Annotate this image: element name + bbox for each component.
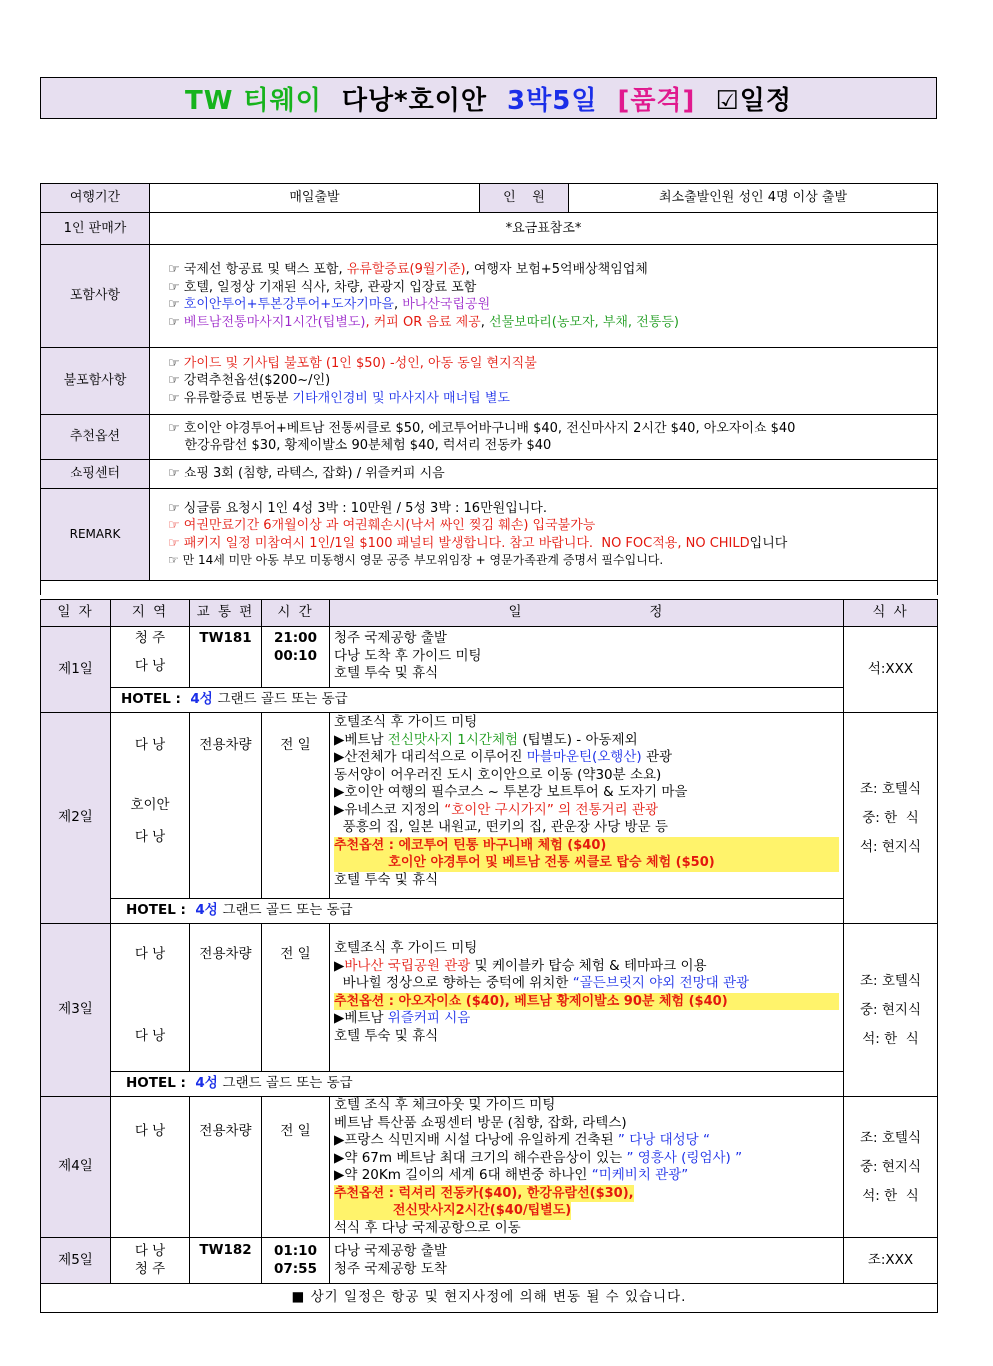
- people-value: 최소출발인원 성인 4명 이상 출발: [569, 184, 938, 213]
- price-label: 1인 판매가: [41, 213, 150, 245]
- incl-list: ☞ 국제선 항공료 및 택스 포함, 유류할증료(9월기준), 여행자 보험+5억배상책임업체 ☞ 호텔, 일정상 기재된 식사, 차량, 관광지 입장료 포함 ☞ 호이안투어+투본강투어+도자기마을, 바나산국립공원 ☞ 베트남전통마사지1시간(팁별도), 커피 OR 음료 제공, 선물보따리(농모자, 부채, 전통등): [150, 245, 938, 348]
- day2-row: 제2일 다 낭 호이안 다 낭 전용차량 전 일 호텔조식 후 가이드 미팅 ▶베트남 전신맛사지 1시간체험 (팁별도) - 아동제외 ▶산전체가 대리석으로 이루어진 마블마운틴(오행산) 관광 동서양이 어우러진 도시 호이안으로 이동 (약30분 소요) ▶호이안 여행의 필수코스 ~ 투본강 보트투어 & 도자기 마을 ▶유네스코 지정의 “호이안 구시가지” 의 전통거리 관광 풍흥의 집, 일본 내원교, 떤키의 집, 관운장 사당 방문 등 추천옵션 : 에코투어 틴통 바구니배 체험 ($40) 호이안 야경투어 및 베트남 전통 씨클로 탑승 체험 ($50) 호텔 투숙 및 휴식 조: 호텔식 중: 한 식 석: 현지식: [41, 713, 938, 899]
- day4-row: 제4일 다 낭 전용차량 전 일 호텔 조식 후 체크아웃 및 가이드 미팅 베트남 특산품 쇼핑센터 방문 (침향, 잡화, 라텍스) ▶프랑스 식민지배 시설 다낭에 유일하게 건축된 ” 다낭 대성당 “ ▶약 67m 베트남 최대 크기의 해수관음상이 있는 ” 영흥사 (링엄사) ” ▶약 20Km 길이의 세계 6대 해변중 하나인 “미케비치 관광” 추천옵션 : 럭셔리 전동카($40), 한강유람선($30), 전신맛사지2시간($40/팁별도) 석식 후 다낭 국제공항으로 이동 조: 호텔식 중: 현지식 석: 한 식: [41, 1097, 938, 1238]
- day1-row: 제1일 청 주 다 낭 TW181 21:00 00:10 청주 국제공항 출발 다낭 도착 후 가이드 미팅 호텔 투숙 및 휴식 석:XXX: [41, 627, 938, 688]
- opt-label: 추천옵션: [41, 415, 150, 460]
- period-label: 여행기간: [41, 184, 150, 213]
- schedule-table: 일 자 지 역 교 통 편 시 간 일 정 식 사 제1일 청 주 다 낭 TW181 21:00 00:10 청주 국제공항 출발 다낭 도착 후 가이드 미팅 호텔 투숙 및 휴식 석:XXX HOTEL : 4성 그랜드 골드 또는 동급 제2일 다 낭 호이안 다 낭 전용차량 전 일 호텔조식 후 가이드 미팅 ▶베트남 전신맛사지 1시간체험 (팁별도) - 아동제외 ▶산전체가 대리석으로 이루어진 마블마운틴(오행산) 관광 동서양이 어우러진 도시 호이안으로 이동 (약30분 소요) ▶호이안 여행의 필수코스 ~ 투본강 보트투어 & 도자기 마을 ▶유네스코 지정의 “호이안 구시가지” 의 전통거리 관광 풍흥의 집, 일본 내원교, 떤키의 집, 관운장 사당 방문 등 추천옵션 : 에코투어 틴통 바구니배 체험 ($40) 호이안 야경투어 및 베트남 전통 씨클로 탑승 체험 ($50) 호텔 투숙 및 휴식 조: 호텔식 중: 한 식 석: 현지식 HOTEL : 4성 그랜드 골드 또는 동급 제3일 다 낭 다 낭 전용차량 전 일 호텔조식 후 가이드 미팅 ▶바나산 국립공원 관광 및 케이블카 탑승 체험 & 테마파크 이용 바나힐 정상으로 향하는 중턱에 위치한 “골든브릿지 야외 전망대 관광 추천옵션 : 아오자이쇼 ($40), 베트남 황제이발소 90분 체험 ($40) ▶베트남 위즐커피 시음 호텔 투숙 및 휴식 조: 호텔식 중: 현지식 석: 한 식 HOTEL : 4성 그랜드 골드 또는 동급 제4일 다 낭 전용차량 전 일 호텔 조식 후 체크아웃 및 가이드 미팅 베트남 특산품 쇼핑센터 방문 (침향, 잡화, 라텍스) ▶프랑스 식민지배 시설 다낭에 유일하게 건축된 ” 다낭 대성당 “ ▶약 67m 베트남 최대 크기의 해수관음상이 있는 ” 영흥사 (링엄사) ” ▶약 20Km 길이의 세계 6대 해변중 하나인 “미케비치 관광” 추천옵션 : 럭셔리 전동카($40), 한강유람선($30), 전신맛사지2시간($40/팁별도) 석식 후 다낭 국제공항으로 이동 조: 호텔식 중: 현지식 석: 한 식 제5일 다 낭 청 주 TW182 01:10 07:55 다낭 국제공항 출발 청주 국제공항 도착 조:XXX ■ 상기 일정은 항공 및 현지사정에 의해 변동 될 수 있습니다.: [40, 599, 938, 1313]
- day1-label: 제1일: [41, 627, 111, 713]
- title-grade: [품격]: [617, 85, 696, 116]
- schedule-header: 일 자 지 역 교 통 편 시 간 일 정 식 사: [41, 600, 938, 627]
- period-value: 매일출발: [150, 184, 480, 213]
- title-suffix: ☑일정: [715, 85, 792, 116]
- shop-value: ☞ 쇼핑 3회 (침향, 라텍스, 잡화) / 위즐커피 시음: [150, 460, 938, 489]
- title-brand: TW 티웨이: [185, 85, 322, 116]
- title-duration: 3박5일: [507, 85, 598, 116]
- day3-label: 제3일: [41, 924, 111, 1097]
- day2-label: 제2일: [41, 713, 111, 924]
- remark-list: ☞ 싱글룸 요청시 1인 4성 3박 : 10만원 / 5성 3박 : 16만원입니다. ☞ 여권만료기간 6개월이상 과 여권훼손시(낙서 싸인 찢김 훼손) 입국불가능 ☞ 패키지 일정 미참여시 1인/1일 $100 패널티 발생합니다. 참고 바랍니다. NO FOC적용, NO CHILD입니다 ☞ 만 14세 미만 아동 부모 미동행시 영문 공증 부모위임장 + 영문가족관계 증명서 필수입니다.: [150, 489, 938, 581]
- day3-row: 제3일 다 낭 다 낭 전용차량 전 일 호텔조식 후 가이드 미팅 ▶바나산 국립공원 관광 및 케이블카 탑승 체험 & 테마파크 이용 바나힐 정상으로 향하는 중턱에 위치한 “골든브릿지 야외 전망대 관광 추천옵션 : 아오자이쇼 ($40), 베트남 황제이발소 90분 체험 ($40) ▶베트남 위즐커피 시음 호텔 투숙 및 휴식 조: 호텔식 중: 현지식 석: 한 식: [41, 924, 938, 1072]
- excl-label: 불포함사항: [41, 348, 150, 415]
- day5-label: 제5일: [41, 1238, 111, 1284]
- opt-list: ☞ 호이안 야경투어+베트남 전통씨클로 $50, 에코투어바구니배 $40, 전신마사지 2시간 $40, 아오자이쇼 $40 한강유람선 $30, 황제이발소 90분체험 $40, 럭셔리 전동카 $40: [150, 415, 938, 460]
- day5-row: 제5일 다 낭 청 주 TW182 01:10 07:55 다낭 국제공항 출발 청주 국제공항 도착 조:XXX: [41, 1238, 938, 1284]
- day4-label: 제4일: [41, 1097, 111, 1238]
- remark-label: REMARK: [41, 489, 150, 581]
- page-title: [40, 77, 937, 119]
- price-value: *요금표참조*: [150, 213, 938, 245]
- shop-label: 쇼핑센터: [41, 460, 150, 489]
- schedule-footer: ■ 상기 일정은 항공 및 현지사정에 의해 변동 될 수 있습니다.: [41, 1284, 938, 1313]
- title-route: 다낭*호이안: [341, 85, 488, 116]
- excl-list: ☞ 가이드 및 기사팁 불포함 (1인 $50) -성인, 아동 동일 현지직불 ☞ 강력추천옵션($200~/인) ☞ 유류할증료 변동분 기타개인경비 및 마사지사 매너팁 별도: [150, 348, 938, 415]
- info-table: [40, 183, 938, 595]
- incl-label: 포함사항: [41, 245, 150, 348]
- people-label: 인 원: [480, 184, 569, 213]
